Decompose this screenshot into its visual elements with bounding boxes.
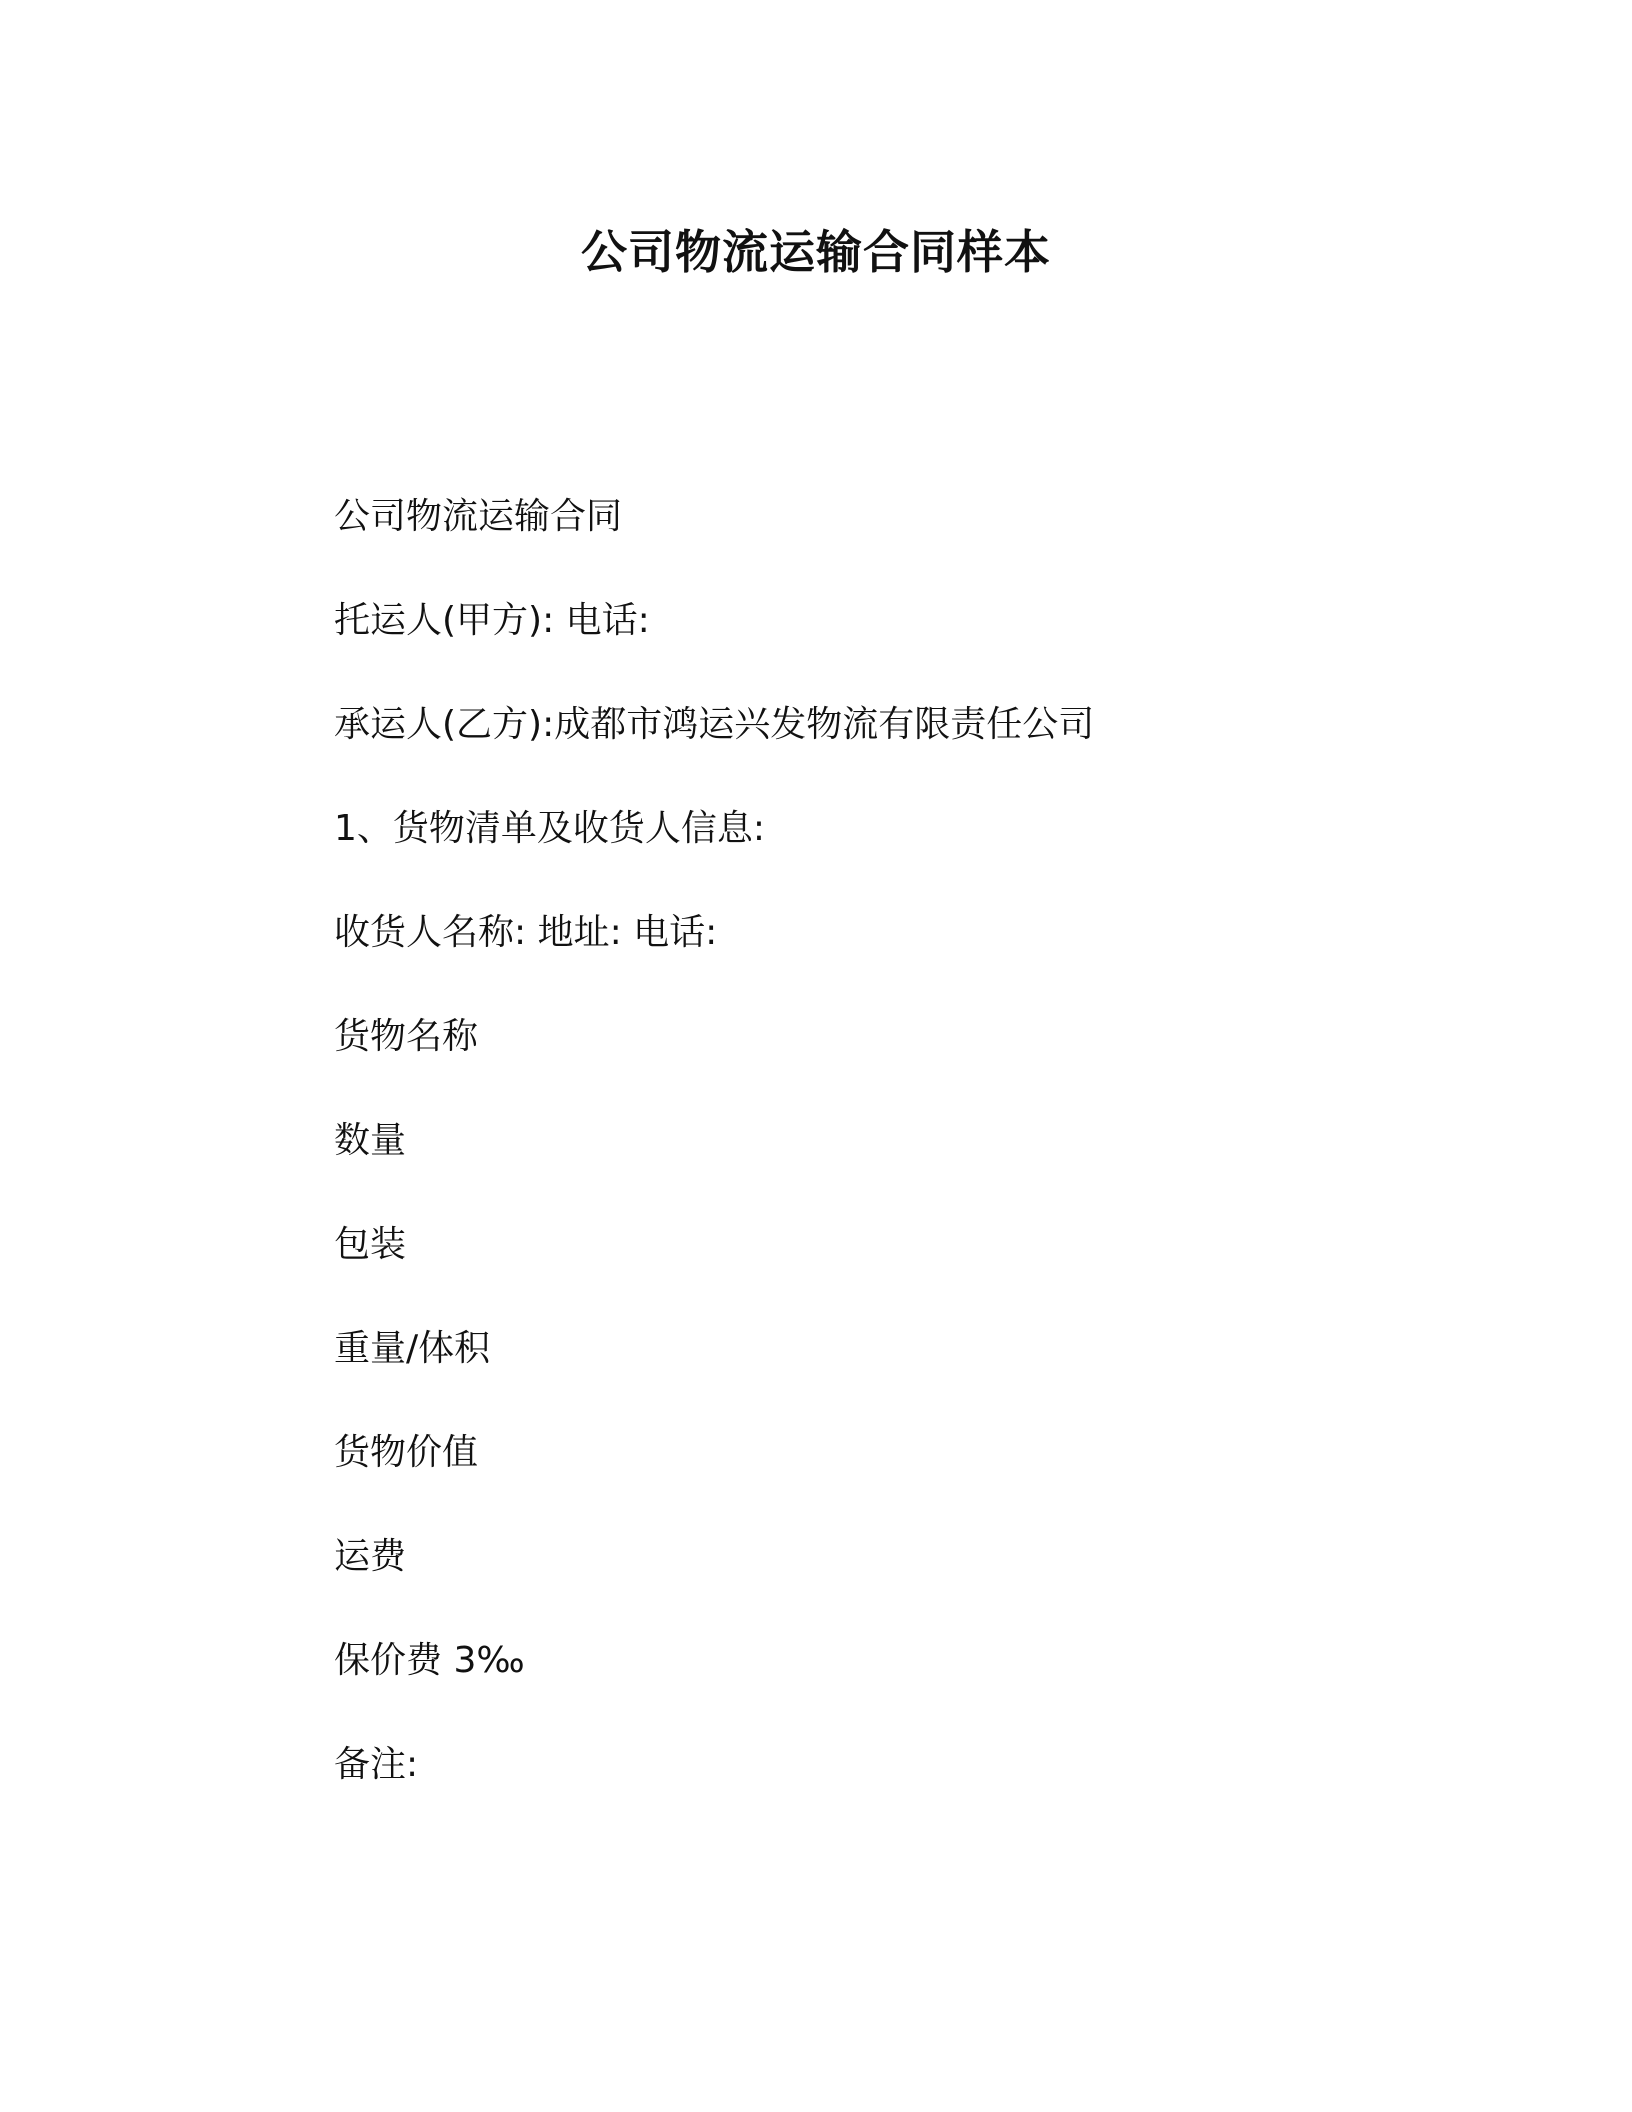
quantity-label: 数量 — [334, 1120, 407, 1161]
packaging-label: 包装 — [334, 1224, 407, 1265]
consignee-line: 收货人名称: 地址: 电话: — [334, 912, 718, 953]
freight-label: 运费 — [334, 1536, 407, 1577]
document-body — [334, 490, 1434, 1842]
goods-list-heading: 1、货物清单及收货人信息: — [334, 808, 766, 849]
weight-volume-label: 重量/体积 — [334, 1328, 491, 1369]
remarks-label: 备注: — [334, 1744, 419, 1785]
goods-name-label: 货物名称 — [334, 1016, 479, 1057]
contract-heading: 公司物流运输合同 — [334, 496, 623, 537]
goods-value-label: 货物价值 — [334, 1432, 479, 1473]
insurance-fee-label: 保价费 3‰ — [334, 1640, 525, 1681]
carrier-line: 承运人(乙方):成都市鸿运兴发物流有限责任公司 — [334, 704, 1095, 745]
document-title: 公司物流运输合同样本 — [581, 225, 1051, 279]
shipper-line: 托运人(甲方): 电话: — [334, 600, 650, 641]
